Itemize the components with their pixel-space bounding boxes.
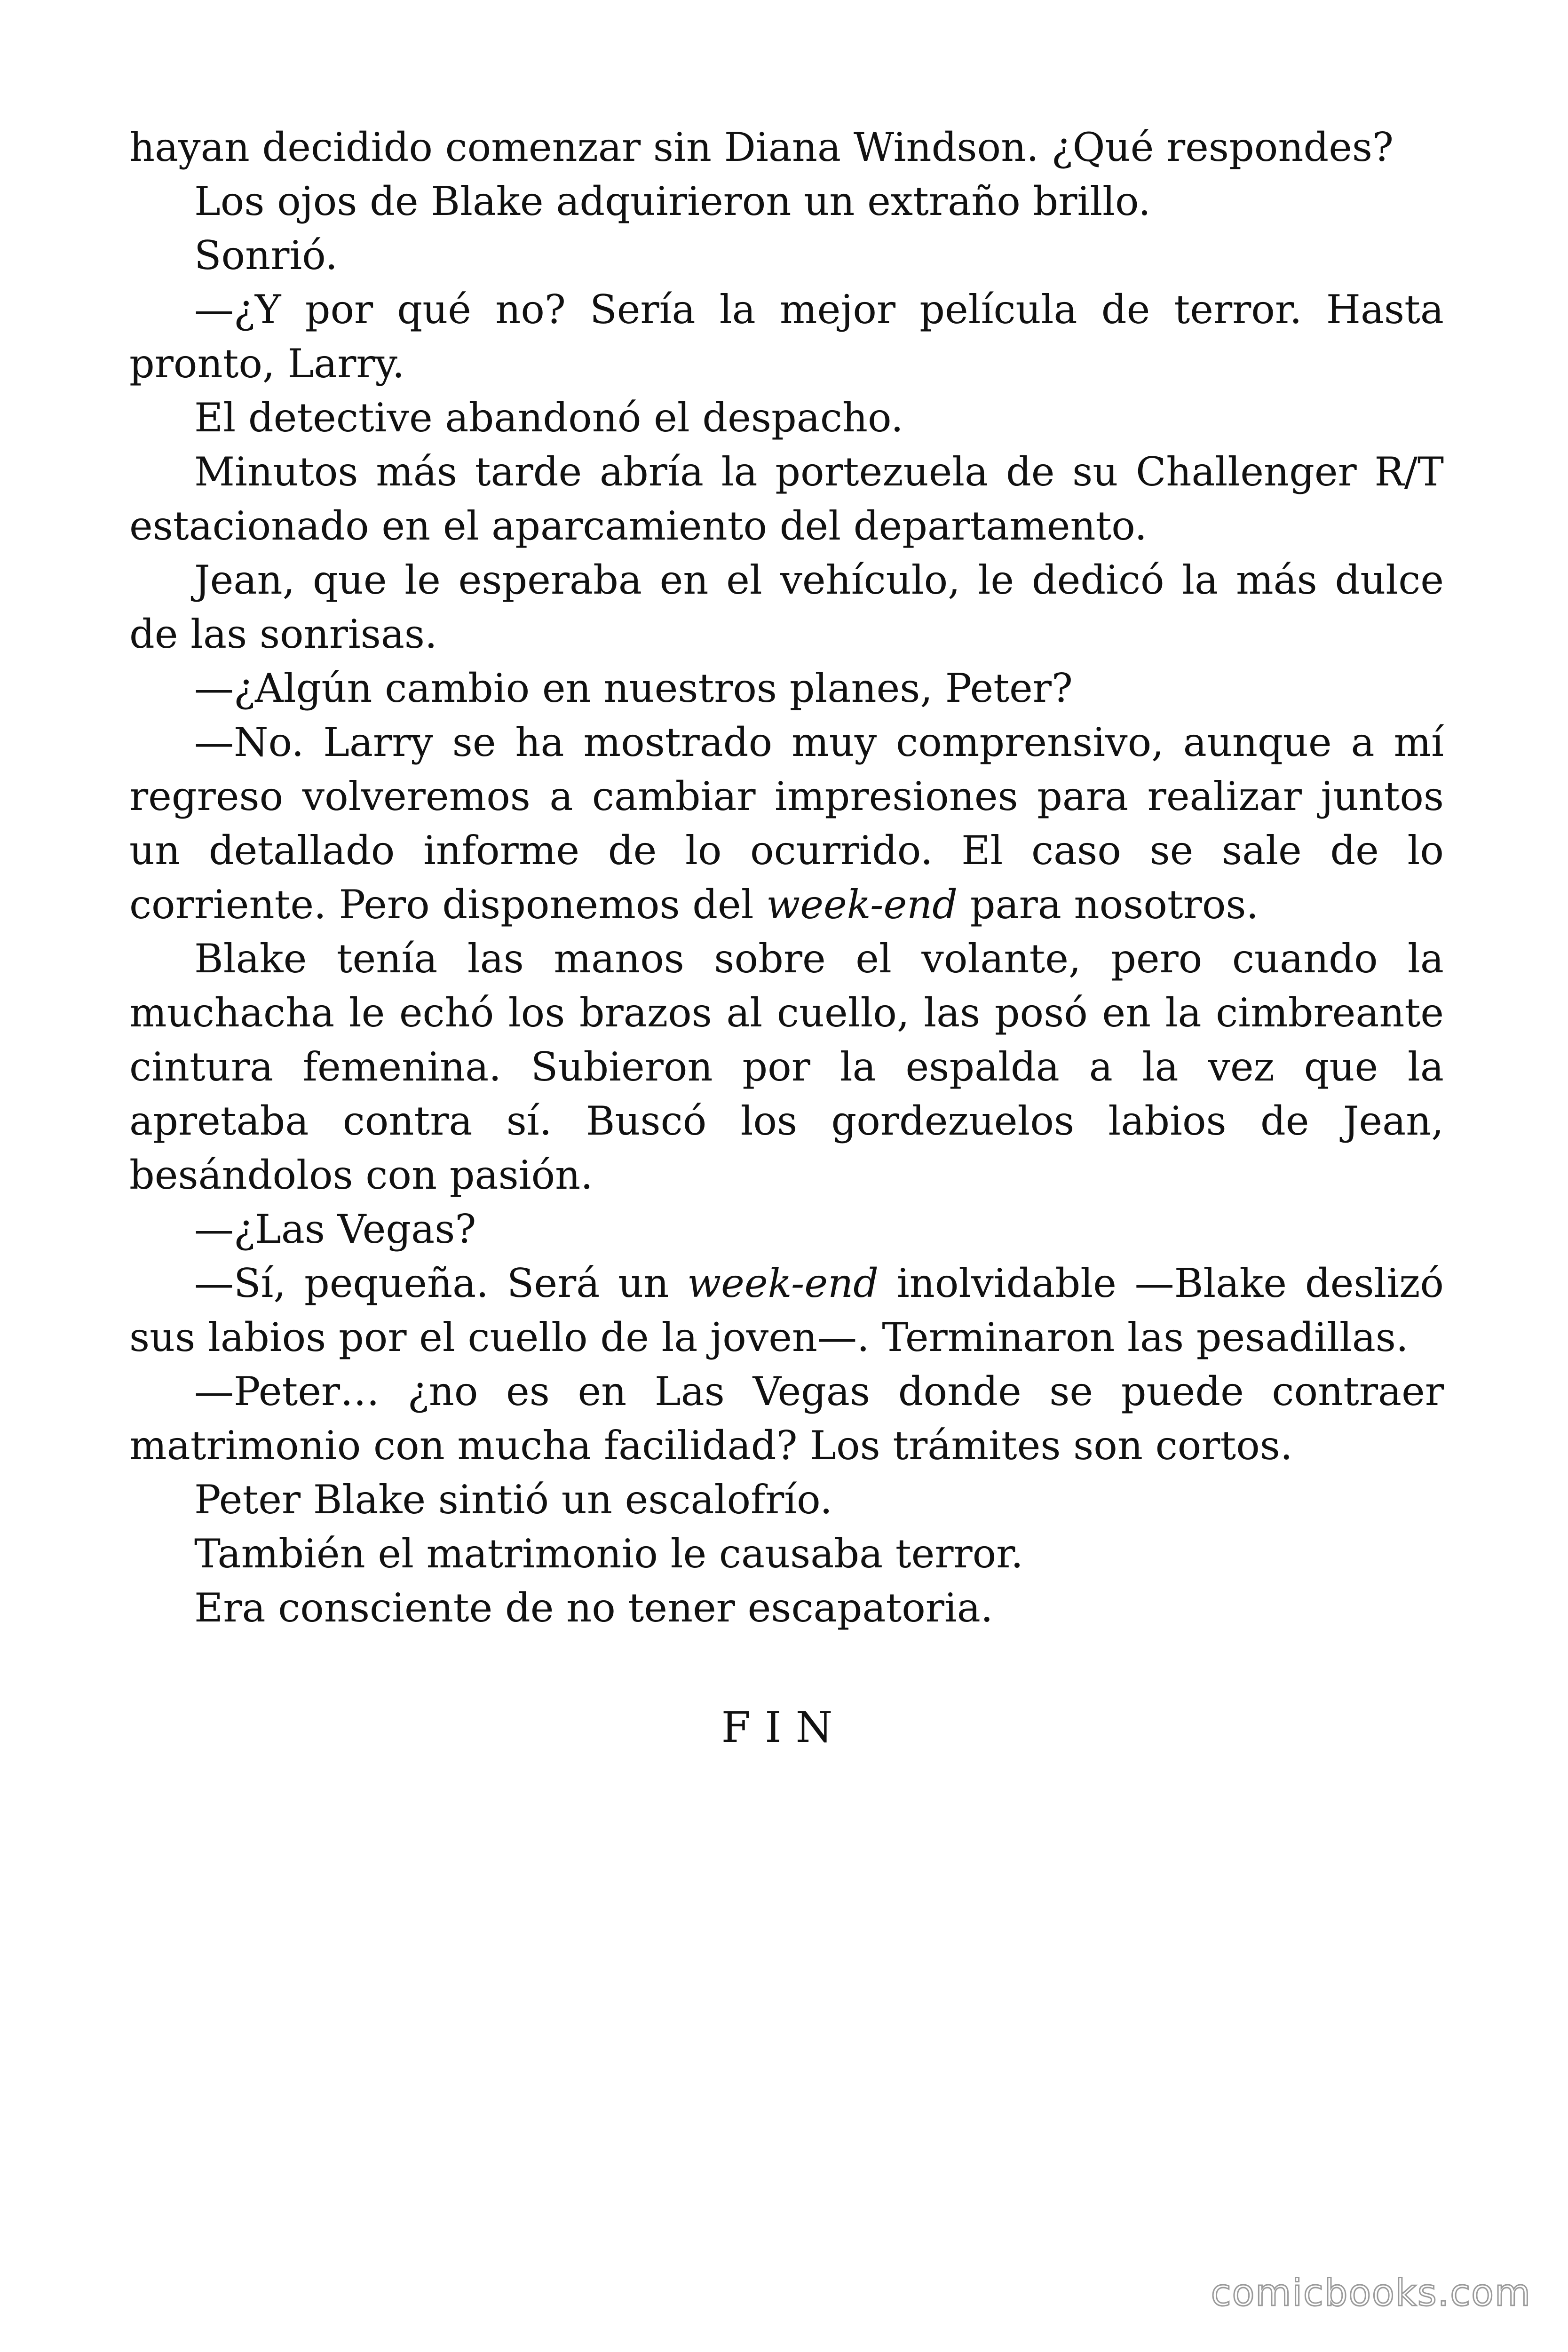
paragraph-12: [129, 1256, 1444, 1365]
paragraph-9-text-b: para nosotros.: [958, 882, 1259, 928]
paragraph-14: Peter Blake sintió un escalofrío.: [194, 1477, 832, 1523]
paragraph-12-text-b: inolvidable —Blake deslizó sus labios por el cuello de la joven—. Terminaron las pesadillas.: [129, 1260, 1444, 1360]
paragraph-8: —¿Algún cambio en nuestros planes, Peter?: [194, 665, 1073, 711]
paragraph-11: —¿Las Vegas?: [194, 1206, 476, 1252]
paragraph-1: hayan decidido comenzar sin Diana Windson. ¿Qué respondes?: [129, 124, 1394, 170]
paragraph-4: —¿Y por qué no? Sería la mejor película de terror. Hasta pronto, Larry.: [129, 286, 1444, 387]
paragraph-13: —Peter… ¿no es en Las Vegas donde se puede contraer matrimonio con mucha facilidad? Los trámites son cortos.: [129, 1368, 1444, 1469]
paragraph-10: Blake tenía las manos sobre el volante, pero cuando la muchacha le echó los brazos al cuello, las posó en la cimbreante cintura femenina. Subieron por la espalda a la vez que la apretaba contra sí. Buscó los gordezuelos labios de Jean, besándolos con pasión.: [129, 936, 1444, 1198]
paragraph-15: También el matrimonio le causaba terror.: [194, 1531, 1023, 1577]
paragraph-5: El detective abandonó el despacho.: [194, 395, 903, 441]
ending-title: FIN: [721, 1703, 847, 1752]
paragraph-9: [129, 715, 1444, 932]
watermark-logo: comicbooks.com: [1211, 2272, 1531, 2314]
book-page-text: [129, 120, 1444, 1635]
paragraph-3: Sonrió.: [194, 232, 338, 278]
paragraph-9-emphasis: week-end: [766, 882, 958, 928]
paragraph-12-emphasis: week-end: [687, 1260, 879, 1306]
paragraph-7: Jean, que le esperaba en el vehículo, le dedicó la más dulce de las sonrisas.: [129, 557, 1444, 657]
paragraph-2: Los ojos de Blake adquirieron un extraño brillo.: [194, 178, 1151, 224]
paragraph-12-text-a: —Sí, pequeña. Será un: [194, 1260, 688, 1306]
paragraph-6: Minutos más tarde abría la portezuela de su Challenger R/T estacionado en el aparcamiento del departamento.: [129, 449, 1444, 549]
paragraph-16: Era consciente de no tener escapatoria.: [194, 1585, 993, 1631]
paragraph-9-text-a: —No. Larry se ha mostrado muy comprensivo, aunque a mí regreso volveremos a cambiar impresiones para realizar juntos un detallado informe de lo ocurrido. El caso se sale de lo corriente. Pero disponemos del: [129, 719, 1444, 928]
